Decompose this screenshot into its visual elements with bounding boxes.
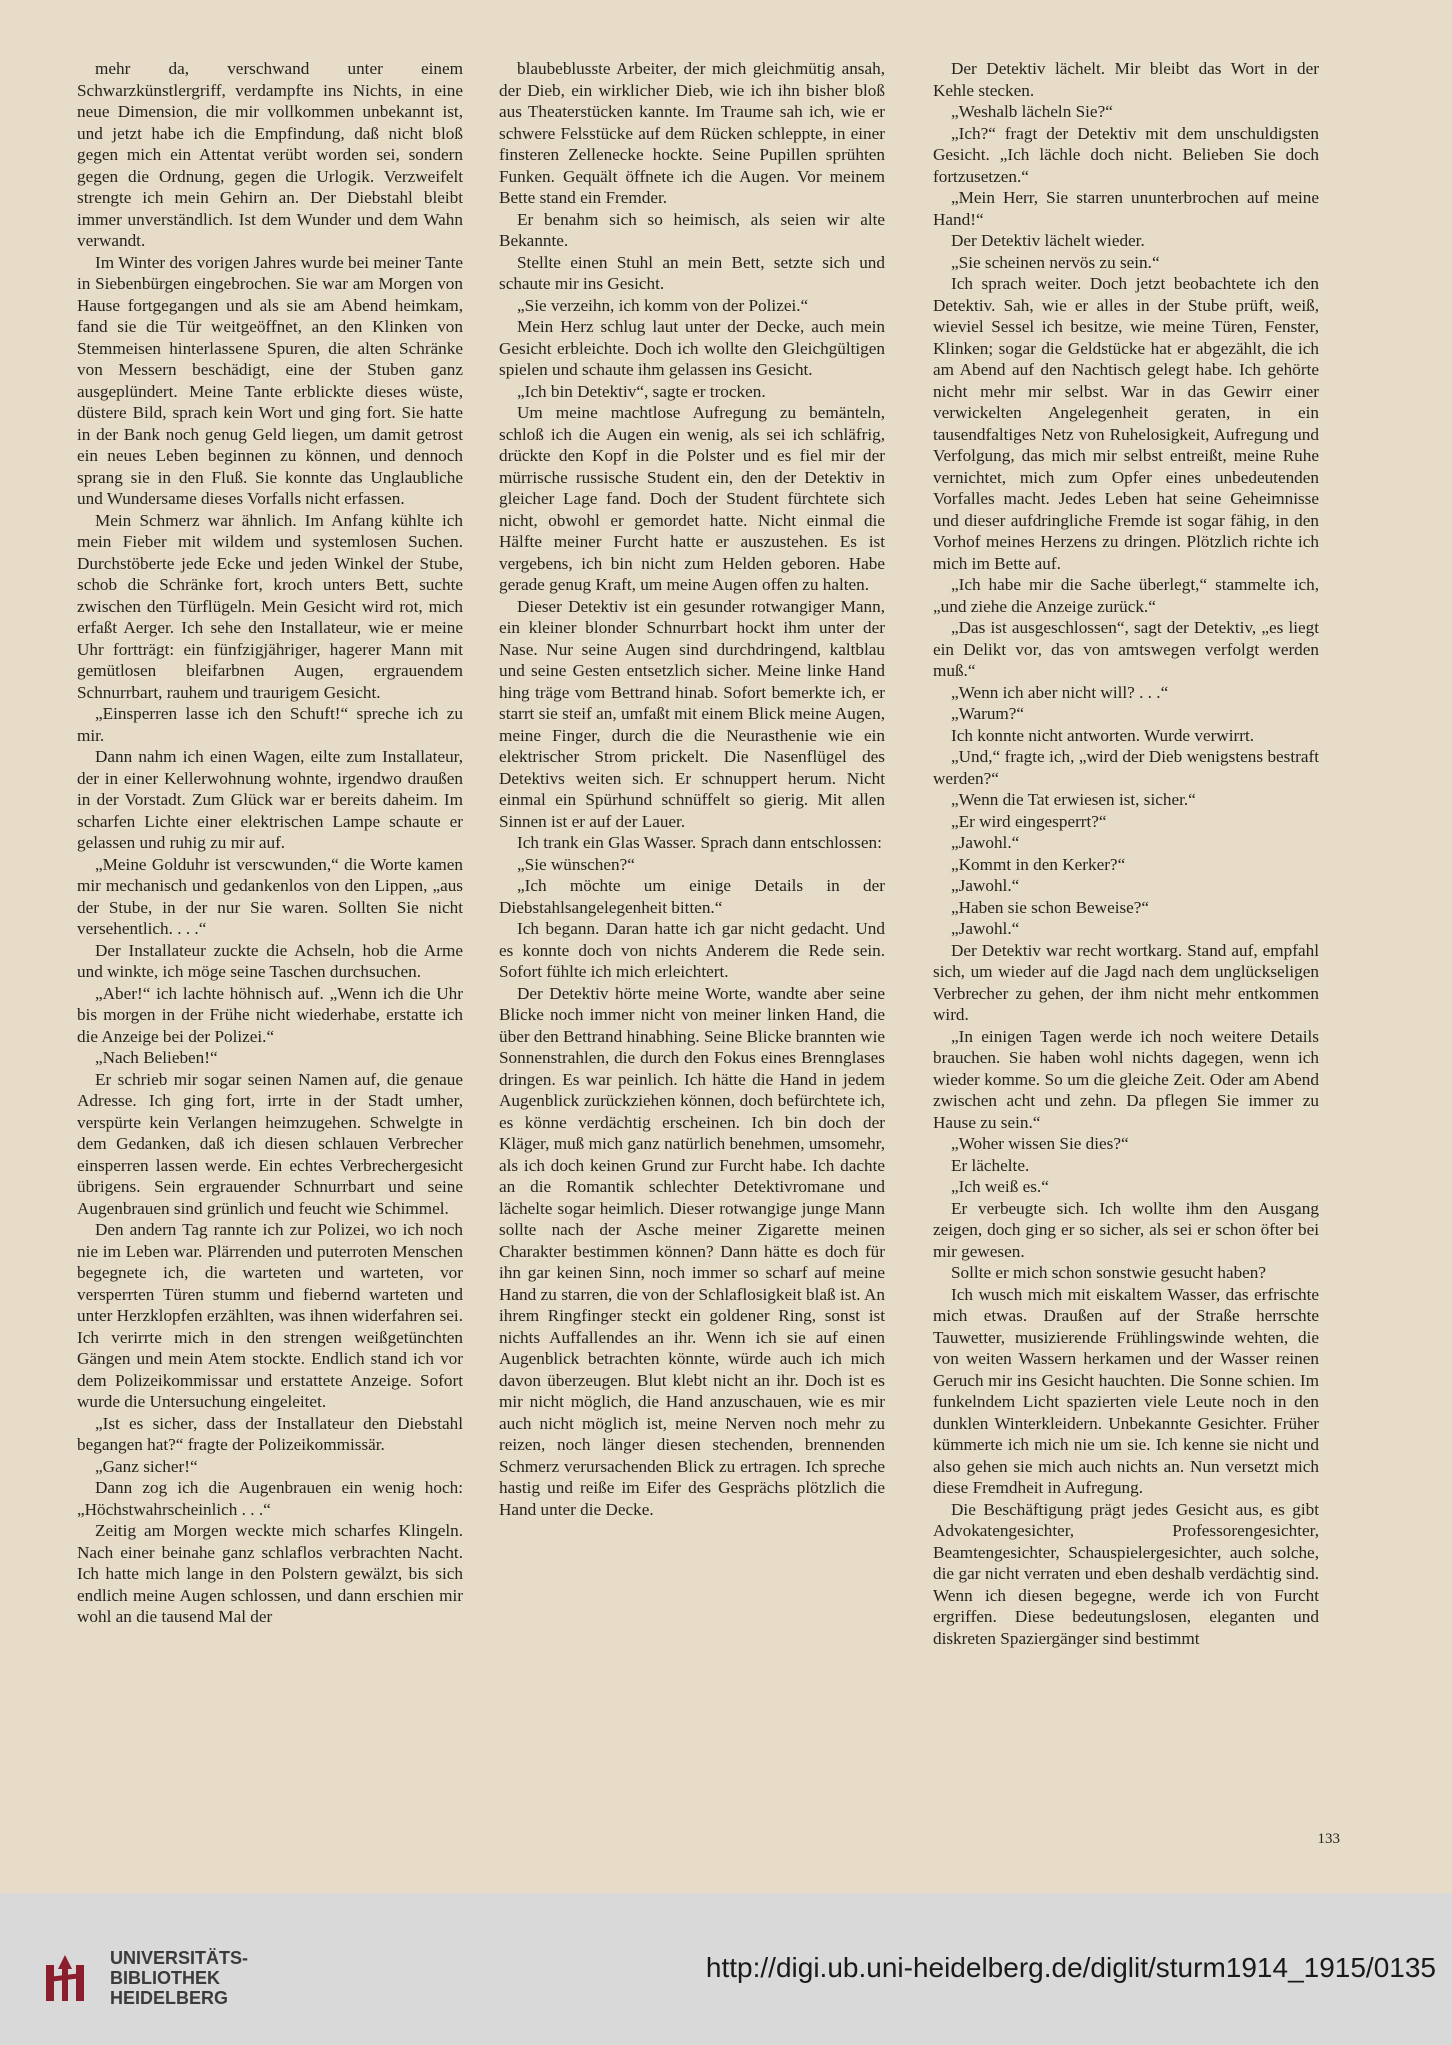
paragraph: „Sie wünschen?“: [517, 854, 635, 874]
paragraph: Zeitig am Morgen weckte mich scharfes Klingeln. Nach einer beinahe ganz schlaflos verbrachten Nacht. Ich hatte mich lange in den Polstern gewälzt, bis sich endlich meine Augen schlossen, und dann erschien mir wohl an die tausend Mal der: [77, 1521, 463, 1626]
paragraph: Ich begann. Daran hatte ich gar nicht gedacht. Und es konnte doch von nichts Anderem die Rede sein. Sofort fühlte ich mich erleichtert.: [499, 919, 885, 981]
paragraph: „Jawohl.“: [951, 833, 1020, 852]
paragraph: Mein Schmerz war ähnlich. Im Anfang kühlte ich mein Fieber mit wildem und systemlosen Suchen. Durchstöberte jede Ecke und jeden Winkel der Stube, schob die Schränke fort, kroch unters Bett, suchte zwischen den Türflügeln. Mein Gesicht wird rot, mich erfaßt Aerger. Ich sehe den Installateur, wie er meine Uhr fortträgt: ein fünfzigjähriger, hagerer Mann mit gemütlosen bleifarbnen Augen, ergrauendem Schnurrbart, rauhem und traurigem Gesicht.: [77, 510, 463, 702]
library-name-line-1: UNIVERSITÄTS-: [110, 1948, 249, 1968]
text-column-3: [933, 58, 1319, 1649]
paragraph: Er benahm sich so heimisch, als seien wir alte Bekannte.: [499, 209, 885, 250]
paragraph: Sollte er mich schon sonstwie gesucht haben?: [951, 1263, 1267, 1282]
paragraph: „Ich bin Detektiv“, sagte er trocken.: [517, 381, 766, 401]
paragraph: Dann zog ich die Augenbrauen ein wenig hoch: „Höchstwahrscheinlich . . .“: [77, 1478, 463, 1519]
paragraph: blaubeblusste Arbeiter, der mich gleichmütig ansah, der Dieb, ein wirklicher Dieb, wie ich ihn bisher bloß aus Theaterstücken kannte. Im Traume sah ich, wie er schwere Felsstücke auf dem Rücken schleppte, in einer finsteren Zellenecke hockte. Seine Pupillen sprühten Funken. Gequält öffnete ich die Augen. Vor meinem Bette stand ein Fremder.: [499, 59, 885, 207]
paragraph: „Einsperren lasse ich den Schuft!“ spreche ich zu mir.: [77, 704, 463, 745]
paragraph: „Warum?“: [951, 704, 1025, 723]
paragraph: „Ich weiß es.“: [951, 1177, 1049, 1196]
paragraph: Der Detektiv lächelt. Mir bleibt das Wort in der Kehle stecken.: [933, 59, 1319, 100]
heidelberg-university-library-logo: [38, 1951, 92, 2005]
paragraph: „Aber!“ ich lachte höhnisch auf. „Wenn ich die Uhr bis morgen in der Frühe nicht wiederhabe, erstatte ich die Anzeige bei der Polizei.“: [77, 983, 463, 1046]
paragraph: Er verbeugte sich. Ich wollte ihm den Ausgang zeigen, doch ging er so sicher, als sei er schon öfter bei mir gewesen.: [933, 1198, 1319, 1261]
paragraph: „Ich?“ fragt der Detektiv mit dem unschuldigsten Gesicht. „Ich lächle doch nicht. Belieben Sie doch fortzusetzen.“: [933, 123, 1319, 186]
source-url-link[interactable]: http://digi.ub.uni-heidelberg.de/diglit/sturm1914_1915/0135: [705, 1952, 1436, 1983]
paragraph: Die Beschäftigung prägt jedes Gesicht aus, es gibt Advokatengesichter, Professorengesichter, Beamtengesichter, Schauspielergesichter, auch solche, die gar nicht verraten und eben deshalb verdächtig sind. Wenn ich diesen begegne, werde ich von Furcht ergriffen. Diese bedeutungslosen, eleganten und diskreten Spaziergänger sind bestimmt: [933, 1499, 1319, 1648]
paragraph: Er lächelte.: [951, 1155, 1030, 1175]
paragraph: „Ich habe mir die Sache überlegt,“ stammelte ich, „und ziehe die Anzeige zurück.“: [933, 575, 1319, 616]
paragraph: Ich trank ein Glas Wasser. Sprach dann entschlossen:: [517, 833, 882, 852]
paragraph: „Wenn ich aber nicht will? . . .“: [951, 682, 1169, 702]
text-column-2: [499, 58, 885, 1520]
library-name-line-2: BIBLIOTHEK: [110, 1968, 220, 1988]
paragraph: „Ich möchte um einige Details in der Diebstahlsangelegenheit bitten.“: [499, 876, 885, 917]
paragraph: „Wenn die Tat erwiesen ist, sicher.“: [951, 790, 1196, 809]
paragraph: Ich sprach weiter. Doch jetzt beobachtete ich den Detektiv. Sah, wie er alles in der Stube prüft, weiß, wieviel Sessel ich besitze, wie meine Türen, Fenster, Klinken; sogar die Geldstücke hat er abgezählt, die ich am Abend auf den Nachtisch gelegt habe. Ich gehörte nicht mehr mir selbst. War in das Gewirr einer verwickelten Angelegenheit geraten, in ein tausendfaltiges Netz von Ruhelosigkeit, Aufregung und Verfolgung, das mich mir selbst entreißt, meine Ruhe vernichtet, mich zum Opfer eines unbedeutenden Vorfalles macht. Jedes Leben hat seine Geheimnisse und dieser aufdringliche Fremde ist sogar fähig, in den Vorhof meines Herzens zu dringen. Plötzlich richte ich mich im Bette auf.: [933, 274, 1319, 573]
paragraph: „Sie verzeihn, ich komm von der Polizei.“: [517, 295, 809, 315]
paragraph: Den andern Tag rannte ich zur Polizei, wo ich noch nie im Leben war. Plärrenden und puterroten Menschen begegnete ich, die warteten und warteten, vor versperrten Türen stumm und fiebernd warteten und unter Herzklopfen erzählten, was ihnen widerfahren sei. Ich verirrte mich in den strengen weißgetünchten Gängen und mein Atem stockte. Endlich stand ich vor dem Polizeikommissar und erstattete Anzeige. Sofort wurde die Untersuchung eingeleitet.: [77, 1220, 463, 1411]
paragraph: Stellte einen Stuhl an mein Bett, setzte sich und schaute mir ins Gesicht.: [499, 252, 885, 293]
paragraph: „Jawohl.“: [951, 876, 1020, 895]
paragraph: „Das ist ausgeschlossen“, sagt der Detektiv, „es liegt ein Delikt vor, das von amtswegen verfolgt werden muß.“: [933, 618, 1319, 680]
paragraph: Ich wusch mich mit eiskaltem Wasser, das erfrischte mich etwas. Draußen auf der Straße herrschte Tauwetter, musizierende Frühlingswinde wehten, die von weiten Wassern herkamen und der Wasser reinen Geruch mir ins Gesicht hauchten. Die Sonne schien. Im funkelndem Licht spazierten viele Leute noch in den dunklen Winterkleidern. Unbekannte Gesichter. Früher kümmerte ich mich nie um sie. Ich kenne sie nicht und also gehen sie mich auch nichts an. Nun versetzt mich diese Fremdheit in Aufregung.: [933, 1284, 1319, 1497]
paragraph: Er schrieb mir sogar seinen Namen auf, die genaue Adresse. Ich ging fort, irrte in der Stadt umher, verspürte kein Verlangen heimzugehen. Schwelgte in dem Gedanken, daß ich diesen schlauen Verbrecher einsperren lassen werde. Ein echtes Verbrechergesicht übrigens. Sein ergrauender Schnurrbart und seine Augenbrauen sind grünlich und feucht wie Schimmel.: [77, 1069, 463, 1218]
library-name: [110, 1948, 248, 2008]
paragraph: „Sie scheinen nervös zu sein.“: [951, 252, 1160, 272]
paragraph: „Und,“ fragte ich, „wird der Dieb wenigstens bestraft werden?“: [933, 747, 1319, 788]
paragraph: „Ganz sicher!“: [95, 1456, 198, 1476]
paragraph: Im Winter des vorigen Jahres wurde bei meiner Tante in Siebenbürgen eingebrochen. Sie war am Morgen von Hause fortgegangen und als sie am Abend heimkam, fand sie die Tür weitgeöffnet, an den Klinken von Stemmeisen hinterlassene Spuren, die alten Schränke von Messern beschädigt, eine der Stuben ganz ausgeplündert. Meine Tante erblickte dieses wüste, düstere Bild, sprach kein Wort und ging fort. Sie hatte in der Bank noch genug Geld liegen, um damit getrost ein neues Leben beginnen zu können, und dennoch sprang sie in den Fluß. Sie konnte das Unglaubliche und Wundersame dieses Vorfalls nicht erfassen.: [77, 252, 463, 508]
library-name-line-3: HEIDELBERG: [110, 1988, 229, 2008]
paragraph: „In einigen Tagen werde ich noch weitere Details brauchen. Sie haben wohl nichts dagegen, wenn ich wieder komme. So um die gleiche Zeit. Oder am Abend zwischen acht und zehn. Da pflegen Sie immer zu Hause zu sein.“: [933, 1026, 1319, 1132]
paragraph: „Ist es sicher, dass der Installateur den Diebstahl begangen hat?“ fragte der Polizeikommissär.: [77, 1413, 463, 1454]
paragraph: Dieser Detektiv ist ein gesunder rotwangiger Mann, ein kleiner blonder Schnurrbart hockt ihm unter der Nase. Nur seine Augen sind durchdringend, kaltblau und seine Gesten entsetzlich sicher. Meine linke Hand hing träge vom Bettrand hinab. Sofort bemerkte ich, er starrt sie steif an, umfaßt mit einem Blick meine Augen, meine Finger, durch die die Neurasthenie wie ein elektrischer Strom prickelt. Die Nasenflügel des Detektivs weiten sich. Er schnuppert herum. Nicht einmal ein Spürhund schnüffelt so gierig. Mit allen Sinnen ist er auf der Lauer.: [499, 596, 885, 831]
paragraph: Der Detektiv hörte meine Worte, wandte aber seine Blicke noch immer nicht von meiner linken Hand, die über den Bettrand hinabhing. Seine Blicke brannten wie Sonnenstrahlen, die durch den Fokus eines Brennglases dringen. Es war peinlich. Ich hätte die Hand in jedem Augenblick zurückziehen können, doch befürchtete ich, es könne verdächtig erscheinen. Ich bin doch der Kläger, muß mich ganz natürlich benehmen, umsomehr, als ich doch keinen Grund zur Furcht habe. Ich dachte an die Romantik schlechter Detektivromane und lächelte sogar heimlich. Dieser rotwangige junge Mann sollte nach der Asche meiner Zigarette meinen Charakter bestimmen können? Dann hätte es doch für ihn gar keinen Sinn, noch immer so scharf auf meine Hand zu starren, die von der Schlaflosigkeit blaß ist. An ihrem Ringfinger steckt ein goldener Ring, sonst ist nichts Auffallendes an ihr. Wenn ich sie auf einen Augenblick betrachten könnte, würde auch ich mich davon überzeugen. Blut klebt nicht an ihr. Doch ist es mir nicht möglich, die Hand anzuschauen, wie es mir auch nicht möglich ist, meine Nerven noch mehr zu reizen, noch länger diesen stechenden, brennenden Schmerz verursachenden Blick zu ertragen. Ich spreche hastig und reiße im Eifer des Gesprächs plötzlich die Hand unter die Decke.: [499, 983, 885, 1519]
paragraph: „Kommt in den Kerker?“: [951, 854, 1126, 874]
paragraph: „Woher wissen Sie dies?“: [951, 1134, 1129, 1153]
paragraph: Der Detektiv lächelt wieder.: [951, 231, 1145, 250]
paragraph: „Weshalb lächeln Sie?“: [951, 102, 1113, 121]
paragraph: Um meine machtlose Aufregung zu bemänteln, schloß ich die Augen ein wenig, als sei ich schläfrig, drückte den Kopf in die Polster und es fiel mir der mürrische russische Student ein, den der Detektiv in gleicher Lage fand. Doch der Student fürchtete sich nicht, obwohl er gemordet hatte. Nicht einmal die Hälfte meiner Furcht hatte er auszustehen. Es ist vergebens, ich bin nicht zum Helden geboren. Habe gerade genug Kraft, um meine Augen offen zu halten.: [499, 403, 885, 594]
paragraph: Dann nahm ich einen Wagen, eilte zum Installateur, der in einer Kellerwohnung wohnte, irgendwo draußen in der Vorstadt. Zum Glück war er bereits daheim. Im scharfen Lichte einer elektrischen Lampe schaute er gelassen und ruhig zu mir auf.: [77, 747, 463, 852]
paragraph: „Mein Herr, Sie starren ununterbrochen auf meine Hand!“: [933, 188, 1319, 229]
paragraph: mehr da, verschwand unter einem Schwarzkünstlergriff, verdampfte ins Nichts, in eine neue Dimension, die mir vollkommen unbekannt ist, und jetzt habe ich die Empfindung, daß nicht bloß gegen mich ein Attentat verübt worden sei, sondern gegen die Ordnung, gegen die Urlogik. Verzweifelt strengte ich mein Gehirn an. Der Diebstahl bleibt immer unverständlich. Ist dem Wunder und dem Wahn verwandt.: [77, 59, 463, 250]
paragraph: „Nach Belieben!“: [95, 1048, 218, 1067]
paragraph: Mein Herz schlug laut unter der Decke, auch mein Gesicht erbleichte. Doch ich wollte den Gleichgültigen spielen und schaute ihm gelassen ins Gesicht.: [499, 317, 885, 379]
paragraph: „Jawohl.“: [951, 919, 1020, 938]
paragraph: „Meine Golduhr ist verscwunden,“ die Worte kamen mir mechanisch und gedankenlos von den Lippen, „aus der Stube, in der nur Sie waren. Sollten Sie nicht versehentlich. . . .“: [77, 854, 463, 938]
paragraph: „Er wird eingesperrt?“: [951, 811, 1107, 831]
paragraph: Ich konnte nicht antworten. Wurde verwirrt.: [951, 725, 1255, 745]
page-number: 133: [1317, 1831, 1340, 1847]
text-column-1: [77, 58, 463, 1628]
paragraph: Der Installateur zuckte die Achseln, hob die Arme und winkte, ich möge seine Taschen durchsuchen.: [77, 940, 463, 981]
paragraph: Der Detektiv war recht wortkarg. Stand auf, empfahl sich, um wieder auf die Jagd nach dem unglückseligen Verbrecher zu gehen, der ihm nicht mehr entkommen wird.: [933, 940, 1319, 1024]
paragraph: „Haben sie schon Beweise?“: [951, 897, 1150, 917]
